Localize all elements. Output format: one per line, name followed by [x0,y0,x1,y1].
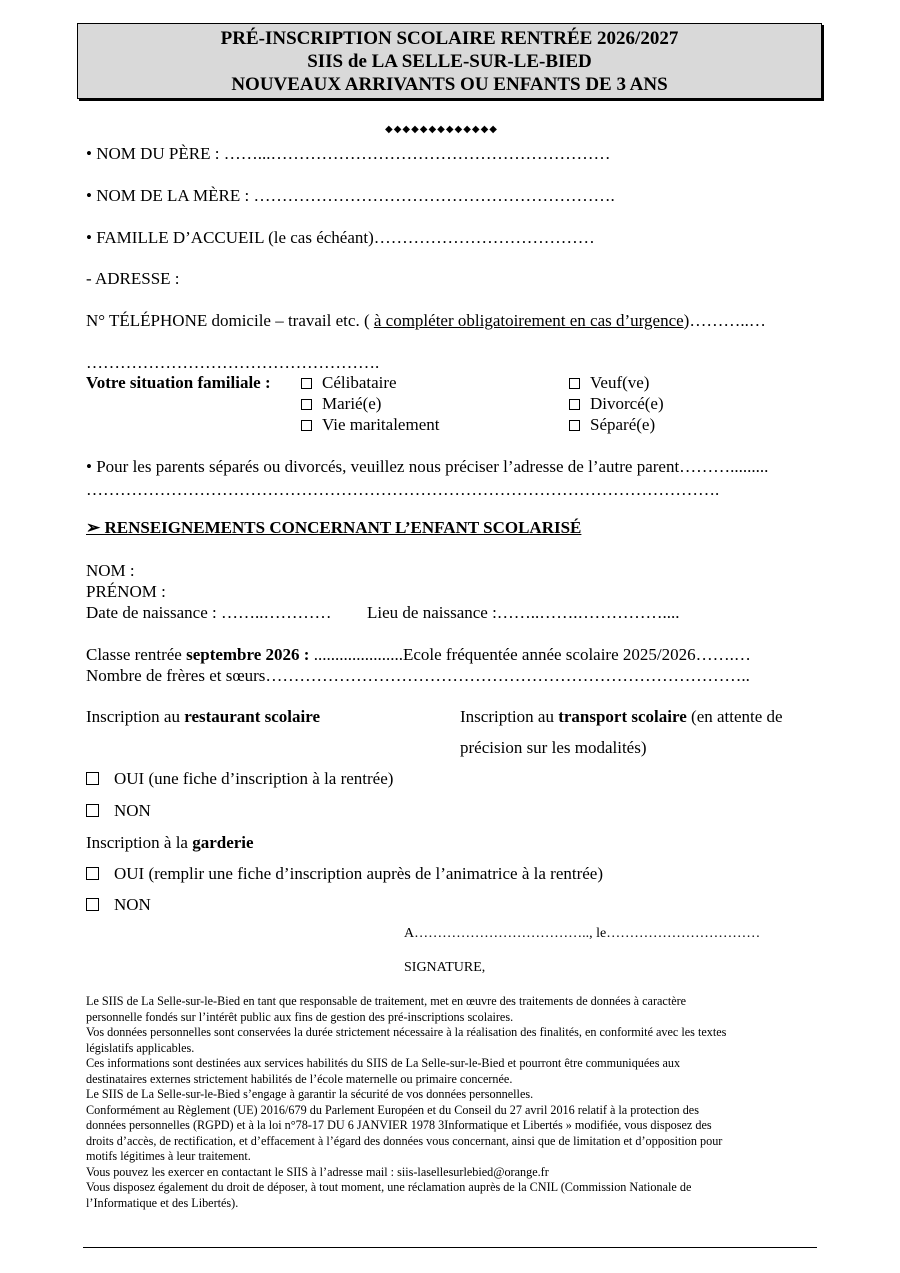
siblings-field[interactable]: Nombre de frères et sœurs………………………………………………………………………….. [86,666,750,685]
checkbox[interactable] [86,772,99,785]
checkbox[interactable] [569,399,580,410]
other-parent-address-field[interactable]: • Pour les parents séparés ou divorcés, veuillez nous préciser l’adresse de l’autre parent………......... [86,457,769,476]
legal-line: Vos données personnelles sont conservées la durée strictement nécessaire à la réalisation des finalités, en conformité avec les textes [86,1025,727,1039]
phone-dots-line[interactable]: ……………………………………………. [86,353,380,372]
child-last-name-field[interactable]: NOM : [86,561,135,580]
legal-line: Le SIIS de La Selle-sur-le-Bied s’engage à garantir la sécurité de vos données personnelles. [86,1087,534,1101]
legal-line: Vous disposez également du droit de déposer, à tout moment, une réclamation auprès de la CNIL (Commission Nationale de [86,1180,692,1194]
checkbox[interactable] [569,420,580,431]
garderie-label: Inscription à la garderie [86,833,254,852]
signature-label: SIGNATURE, [404,960,486,975]
family-situation-label: Votre situation familiale : [86,373,271,392]
birth-place-field[interactable]: Lieu de naissance :……..…….…………….... [367,603,680,622]
restaurant-yes-option[interactable]: OUI (une fiche d’inscription à la rentrée) [86,769,393,789]
checkbox[interactable] [301,399,312,410]
option-marie[interactable]: Marié(e) [301,394,381,414]
header-title: PRÉ-INSCRIPTION SCOLAIRE RENTRÉE 2026/2027 [220,28,679,49]
transport-label: Inscription au transport scolaire (en attente de [460,707,783,726]
address-field[interactable]: - ADRESSE : [86,269,180,288]
garderie-no-option[interactable]: NON [86,895,151,915]
legal-line: données personnelles (RGPD) et à la loi n°78-17 DU 6 JANVIER 1978 3Informatique et Libertés » modifiée, vous disposez des [86,1118,712,1132]
checkbox[interactable] [569,378,580,389]
diamond-separator: ◆◆◆◆◆◆◆◆◆◆◆◆◆ [385,124,498,135]
phone-mandatory-note: à compléter obligatoirement en cas d’urgence [373,311,684,330]
option-veuf[interactable]: Veuf(ve) [569,373,649,393]
legal-line: Le SIIS de La Selle-sur-le-Bied en tant que responsable de traitement, met en œuvre des traitements de données à caractère [86,994,687,1008]
legal-line: Conformément au Règlement (UE) 2016/679 du Parlement Européen et du Conseil du 27 avril 2016 relatif à la protection des [86,1102,699,1117]
child-first-name-field[interactable]: PRÉNOM : [86,582,166,601]
place-date-field[interactable]: A……………………………….., le…………………………… [404,926,761,941]
legal-contact-line: Vous pouvez les exercer en contactant le SIIS à l’adresse mail : siis-lasellesurlebied@orange.fr [86,1164,549,1179]
legal-line: motifs légitimes à leur traitement. [86,1149,251,1163]
restaurant-label: Inscription au restaurant scolaire [86,707,321,726]
section-title-child: ➢ RENSEIGNEMENTS CONCERNANT L’ENFANT SCOLARISÉ [86,518,582,537]
restaurant-no-option[interactable]: NON [86,801,151,821]
transport-note: précision sur les modalités) [460,738,647,757]
birth-date-field[interactable]: Date de naissance : ……..………… [86,603,332,622]
checkbox[interactable] [86,804,99,817]
legal-line: droits d’accès, de rectification, et d’effacement à l’égard des données vous concernant, ainsi que de limitation et d’opposition pour [86,1133,723,1148]
form-header [77,23,822,99]
mother-name-field[interactable]: • NOM DE LA MÈRE : ………………………………………………………. [86,186,615,205]
option-divorce[interactable]: Divorcé(e) [569,394,664,414]
checkbox[interactable] [301,420,312,431]
host-family-field[interactable]: • FAMILLE D’ACCUEIL (le cas échéant)………………………………… [86,228,595,247]
legal-line: l’Informatique et des Libertés). [86,1195,239,1210]
phone-label: N° TÉLÉPHONE domicile – travail etc. ( [86,311,374,330]
other-parent-address-dots[interactable]: …………………………………………………………………………………………………. [86,480,720,499]
header-subtitle: NOUVEAUX ARRIVANTS OU ENFANTS DE 3 ANS [231,74,668,95]
checkbox[interactable] [86,898,99,911]
legal-line: Ces informations sont destinées aux services habilités du SIIS de La Selle-sur-le-Bied et pourront être communiquées aux [86,1056,681,1070]
checkbox[interactable] [301,378,312,389]
footer-divider [83,1247,817,1248]
header-organization: SIIS de LA SELLE-SUR-LE-BIED [307,51,592,72]
checkbox[interactable] [86,867,99,880]
phone-field[interactable] [86,311,766,331]
option-separe[interactable]: Séparé(e) [569,415,655,435]
class-school-field[interactable]: Classe rentrée septembre 2026 : .....................Ecole fréquentée année scolaire 2025/2026…….… [86,645,751,664]
legal-line: législatifs applicables. [86,1040,195,1055]
option-vie-maritalement[interactable]: Vie maritalement [301,415,439,435]
father-name-field[interactable]: • NOM DU PÈRE : ……...…………………………………………………… [86,144,611,163]
phone-dots: )………..… [683,311,766,330]
legal-line: destinataires externes strictement habilités de l’école maternelle ou primaire concernée. [86,1071,513,1086]
garderie-yes-option[interactable]: OUI (remplir une fiche d’inscription auprès de l’animatrice à la rentrée) [86,864,603,884]
legal-line: personnelle fondés sur l’intérêt public aux fins de gestion des pré-inscriptions scolaires. [86,1009,514,1024]
option-celibataire[interactable]: Célibataire [301,373,397,393]
